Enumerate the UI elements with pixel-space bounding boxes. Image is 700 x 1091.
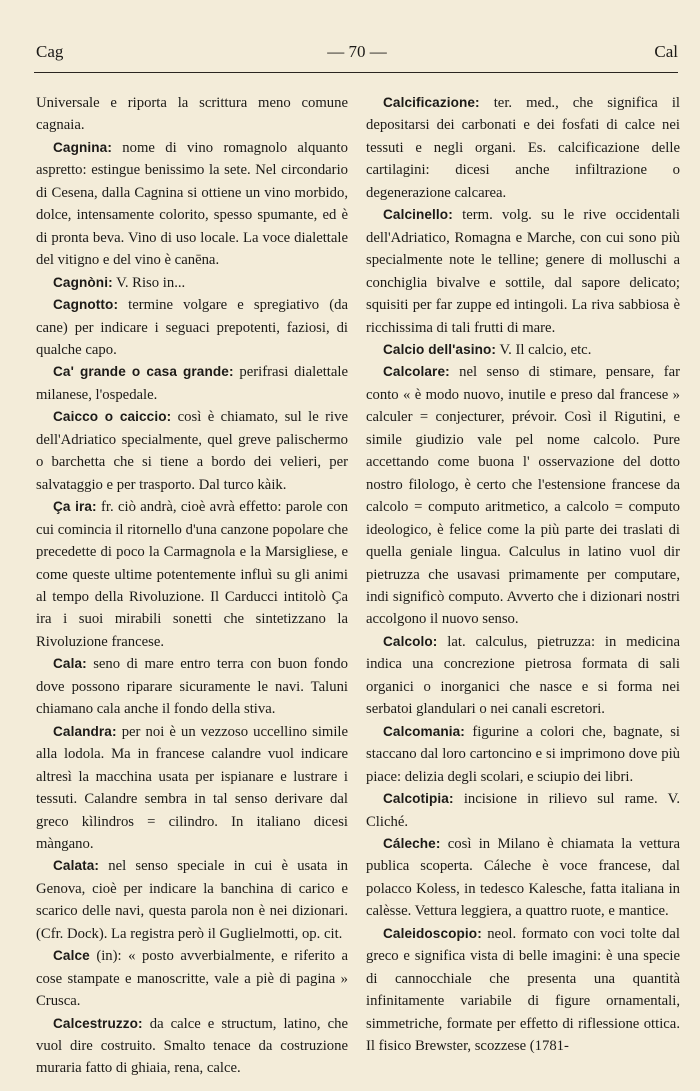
entry-headword: Calcinello: [383, 207, 453, 223]
dictionary-entry [36, 137, 348, 272]
dictionary-entry [36, 496, 348, 653]
header-right-guide-word: Cal [654, 42, 678, 61]
dictionary-entry [36, 1013, 348, 1080]
dictionary-entry [36, 721, 348, 856]
entry-definition: termine volgare e spregiativo (da cane) per indicare i seguaci prepotenti, faziosi, di qualche capo. [36, 297, 348, 358]
entry-headword: Calcolo: [383, 633, 438, 649]
entry-headword: Cala: [53, 656, 87, 672]
entry-definition: ter. med., che significa il depositarsi dei carbonati e dei fosfati di calce nei tessuti e negli organi. Es. calcificazione delle cartilagini: dicesi anche infiltrazione o degenerazione calcarea. [366, 95, 680, 201]
dictionary-entry [36, 272, 348, 294]
entry-headword: Calcotipia: [383, 791, 454, 807]
entry-definition: nel senso speciale in cui è usata in Genova, cioè per indicare la banchina di carico e scarico delle navi, questa parola non è nei dizionari. (Cfr. Dock). La registra però il Guglielmotti, op. cit. [36, 858, 348, 942]
entry-headword: Calcio dell'asino: [383, 341, 497, 357]
entry-definition: (in): « posto avverbialmente, e riferito a cose stampate e manoscritte, vale a piè di pagina » Crusca. [36, 948, 348, 1010]
entry-definition: nome di vino romagnolo alquanto aspretto: estingue benissimo la sete. Nel circondario di Cesena, dalla Cagnina si ottiene un vino morbido, dolce, intensamente colorito, spesso spumante, ed è di pronta beva. Vino di uso locale. La voce dialettale del vitigno e del vino è canēna. [36, 139, 348, 269]
entry-headword: Calata: [53, 858, 100, 874]
entry-headword: Calandra: [53, 723, 117, 739]
entry-definition: V. Il calcio, etc. [496, 341, 592, 358]
dictionary-entry [366, 92, 680, 204]
entry-headword: Calce [53, 948, 90, 964]
entry-definition: perifrasi dialettale milanese, l'ospedale. [36, 364, 348, 403]
dictionary-entry [36, 92, 348, 137]
header-left-guide-word: Cag [36, 42, 64, 61]
entry-headword: Calcificazione: [383, 95, 480, 110]
entry-definition: da calce e structum, latino, che vuol dire costruito. Smalto tenace da costruzione muraria fatto di ghiaia, rena, calce. [36, 1015, 348, 1077]
entry-headword: Cagnòni: [53, 274, 113, 290]
entry-headword: Ca' grande o casa grande: [53, 364, 234, 380]
entry-definition: incisione in rilievo sul rame. V. Cliché. [366, 791, 680, 830]
entry-headword: Calcomania: [383, 723, 465, 739]
page-number: — 70 — [327, 42, 387, 61]
entry-headword: Ça ira: [53, 499, 97, 515]
dictionary-entry [366, 833, 680, 923]
dictionary-entry [366, 339, 680, 361]
dictionary-entry [366, 204, 680, 339]
right-column [366, 92, 680, 1057]
page-header [36, 42, 678, 70]
entry-definition: per noi è un vezzoso uccellino simile alla lodola. Ma in francese calandre vuol indicare altresì la macchina usata per ispianare e lustrare i tessuti. Calandre sembra in tal senso derivare dal greco kìlindros = cilindro. In italiano dicesi màngano. [36, 723, 348, 852]
dictionary-entry [36, 406, 348, 496]
dictionary-entry [366, 361, 680, 630]
dictionary-entry [366, 631, 680, 721]
dictionary-entry [36, 855, 348, 945]
entry-definition: term. volg. su le rive occidentali dell'Adriatico, Romagna e Marche, con cui sono più specialmente note le telline; genere di molluschi a conchiglia bivalve e sottile, dal sapore delicato; squisiti per far zuppe ed intingoli. La riva sabbiosa è ricchissima di tali frutti di mare. [366, 207, 680, 336]
entry-definition: Universale e riporta la scrittura meno comune cagnaia. [36, 95, 348, 134]
entry-headword: Calcolare: [383, 364, 450, 380]
dictionary-entry [36, 361, 348, 406]
dictionary-entry [366, 923, 680, 1058]
dictionary-entry [36, 294, 348, 361]
dictionary-entry [36, 945, 348, 1012]
entry-headword: Calcestruzzo: [53, 1015, 143, 1031]
entry-definition: fr. ciò andrà, cioè avrà effetto: parole con cui comincia il ritornello d'una canzone popolare che precedette di poco la Carmagnola e la Marsigliese, e come queste ultime potentemente influì su gli animi al tempo della Rivoluzione. Il Carducci intitolò Ça ira i suoi mirabili sonetti che sintetizzano la Rivoluzione francese. [36, 499, 348, 650]
left-column [36, 92, 348, 1080]
entry-headword: Caicco o caiccio: [53, 409, 172, 425]
entry-definition: così è chiamato, sul le rive dell'Adriatico specialmente, quel greve palischermo o barchetta che si tiene a bordo dei velieri, per salvataggio e per trasporto. Dal turco kàik. [36, 409, 348, 493]
entry-definition: così in Milano è chiamata la vettura publica scoperta. Cáleche è voce francese, dal polacco Koless, in tedesco Kalesche, fatta italiana in calèsse. Vettura leggiera, a quattro ruote, e mantice. [366, 835, 680, 920]
entry-definition: nel senso di stimare, pensare, far conto « è modo nuovo, inutile e preso dal francese » calculer = conjecturer, prévoir. Così il Rigutini, e simile giudizio vale pel nome calcolo. Pure accettando come buona l' osservazione del dotto nostro filologo, è certo che l'estensione francese da calcolo = computo aritmetico, a calcolo = computo ideologico, è felice come la più parte dei traslati di quella geniale lingua. Calculus in latino vuol dir pietruzza che usavasi primamente per computare, indi significò computo. Avverto che i dizionari nostri accolgono il nuovo senso. [366, 364, 680, 628]
entry-definition: lat. calculus, pietruzza: in medicina indica una concrezione pietrosa formata di sali organici o inorganici che nasce e si forma nei serbatoi glandulari o nei canali escretori. [366, 633, 680, 718]
entry-headword: Caleidoscopio: [383, 925, 482, 941]
dictionary-entry [366, 788, 680, 833]
entry-headword: Cáleche: [383, 835, 441, 851]
entry-definition: neol. formato con voci tolte dal greco e significa vista di belle imagini: è una specie di cannocchiale che presenta una quantità infinitamente variabile di figure ornamentali, simmetriche, formate per effetto di riflessione ottica. Il fisico Brewster, scozzese (1781- [366, 925, 680, 1055]
entry-definition: V. Riso in... [112, 274, 186, 291]
header-rule [34, 72, 678, 73]
entry-definition: figurine a colori che, bagnate, si staccano dal loro cartoncino e si imprimono dove più piace: delizia degli scolari, e sciupio dei libri. [366, 723, 680, 785]
dictionary-entry [36, 653, 348, 720]
entry-headword: Cagnina: [53, 139, 112, 155]
entry-headword: Cagnotto: [53, 297, 119, 313]
dictionary-entry [366, 721, 680, 788]
entry-definition: seno di mare entro terra con buon fondo dove possono riparare sicuramente le navi. Taluni chiamano cala anche il fondo della stiva. [36, 656, 348, 718]
